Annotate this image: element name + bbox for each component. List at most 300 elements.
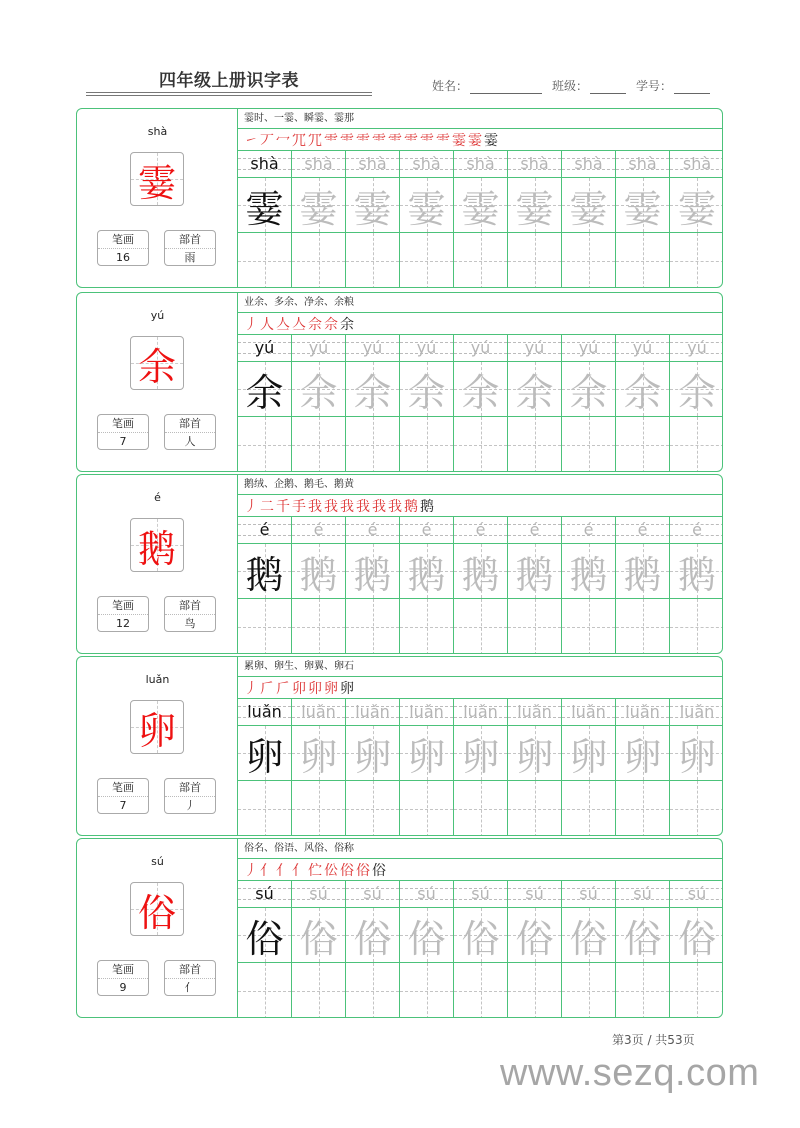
pinyin-trace: é (313, 520, 324, 539)
practice-area (238, 839, 723, 1017)
stroke-step: 我 (324, 498, 338, 515)
pinyin-trace: sú (309, 884, 328, 903)
character-display-box (130, 882, 184, 936)
practice-column (562, 699, 616, 836)
pinyin-cell[interactable] (346, 151, 399, 178)
character-cell[interactable] (562, 362, 615, 417)
character-cell[interactable] (562, 544, 615, 599)
pinyin-trace: é (367, 520, 378, 539)
name-field[interactable] (470, 80, 542, 94)
practice-column (454, 881, 508, 1018)
practice-column (616, 699, 670, 836)
blank-practice-cell[interactable] (238, 963, 291, 1018)
pinyin-trace: luǎn (625, 702, 660, 721)
character-trace: 霎 (461, 186, 500, 231)
pinyin-trace: é (583, 520, 594, 539)
character-cell[interactable] (292, 726, 345, 781)
character-cell[interactable] (238, 544, 291, 599)
stroke-step: 卯 (308, 680, 322, 697)
blank-practice-cell[interactable] (400, 781, 453, 836)
stroke-step: 伀 (324, 862, 338, 879)
character-model: 余 (245, 370, 284, 415)
character-cell[interactable] (292, 178, 345, 233)
character-cell[interactable] (292, 908, 345, 963)
radical-label: 部首 (165, 597, 215, 615)
character-cell[interactable] (292, 544, 345, 599)
stroke-count-value: 16 (116, 251, 130, 264)
pinyin-cell[interactable] (616, 881, 669, 908)
character-model: 卵 (245, 734, 284, 779)
stroke-step: 亼 (292, 316, 306, 333)
character-cell[interactable] (616, 362, 669, 417)
pinyin-cell[interactable] (346, 699, 399, 726)
character-cell[interactable] (562, 178, 615, 233)
character-trace: 余 (461, 370, 500, 415)
stroke-count-box (97, 960, 149, 996)
stroke-step: ⺴ (292, 132, 306, 149)
pinyin-cell[interactable] (346, 517, 399, 544)
character-trace: 卵 (515, 734, 554, 779)
stroke-step: 丿 (244, 498, 258, 515)
pinyin-trace: é (475, 520, 486, 539)
character-trace: 霎 (515, 186, 554, 231)
stroke-step: ⻗ (404, 132, 418, 149)
blank-practice-cell[interactable] (454, 781, 507, 836)
pinyin-cell[interactable] (670, 335, 723, 362)
pinyin-cell[interactable] (454, 151, 507, 178)
character-cell[interactable] (670, 544, 723, 599)
pinyin-cell[interactable] (562, 881, 615, 908)
character-cell[interactable] (670, 908, 723, 963)
radical-value: 亻 (184, 981, 196, 994)
character-cell[interactable] (346, 726, 399, 781)
practice-column (562, 881, 616, 1018)
character-cell[interactable] (292, 362, 345, 417)
pinyin-trace: luǎn (517, 702, 552, 721)
pinyin-cell[interactable] (508, 881, 561, 908)
practice-column (454, 699, 508, 836)
blank-practice-cell[interactable] (616, 233, 669, 288)
character-trace: 霎 (569, 186, 608, 231)
pinyin-cell[interactable] (670, 881, 723, 908)
pinyin-label: yú (150, 309, 165, 322)
pinyin-trace: shà (520, 154, 549, 173)
pinyin-cell[interactable] (292, 151, 345, 178)
pinyin-cell[interactable] (400, 335, 453, 362)
character-cell[interactable] (346, 362, 399, 417)
character-trace: 霎 (353, 186, 392, 231)
blank-practice-cell[interactable] (346, 417, 399, 472)
pinyin-cell[interactable] (292, 517, 345, 544)
pinyin-cell[interactable] (454, 881, 507, 908)
radical-value: 丿 (184, 799, 196, 812)
blank-practice-cell[interactable] (616, 599, 669, 654)
pinyin-cell[interactable] (454, 335, 507, 362)
stroke-count-value: 7 (119, 799, 127, 812)
character-cell[interactable] (400, 544, 453, 599)
stroke-step: 丿 (244, 680, 258, 697)
radical-label: 部首 (165, 231, 215, 249)
stroke-step: 伫 (308, 862, 322, 879)
character-cell[interactable] (616, 178, 669, 233)
pinyin-cell[interactable] (616, 699, 669, 726)
pinyin-cell[interactable] (508, 699, 561, 726)
pinyin-trace: é (529, 520, 540, 539)
practice-column (238, 151, 292, 288)
name-label: 姓名： (432, 79, 469, 93)
blank-practice-cell[interactable] (238, 781, 291, 836)
blank-practice-cell[interactable] (400, 599, 453, 654)
character-cell[interactable] (616, 726, 669, 781)
practice-area (238, 293, 723, 471)
practice-column (562, 151, 616, 288)
character-cell[interactable] (562, 726, 615, 781)
writing-grid (238, 335, 723, 472)
stroke-step: 人 (260, 316, 274, 333)
character-trace: 俗 (353, 916, 392, 961)
stroke-count-box (97, 596, 149, 632)
pinyin-cell[interactable] (670, 699, 723, 726)
character-cell[interactable] (670, 362, 723, 417)
character-cell[interactable] (238, 726, 291, 781)
pinyin-trace: é (637, 520, 648, 539)
pinyin-trace: yú (416, 338, 437, 357)
blank-practice-cell[interactable] (400, 963, 453, 1018)
class-field[interactable] (590, 80, 626, 94)
blank-practice-cell[interactable] (454, 599, 507, 654)
pinyin-cell[interactable] (616, 151, 669, 178)
pinyin-trace: sú (579, 884, 598, 903)
character-cell[interactable] (454, 362, 507, 417)
character-trace: 余 (353, 370, 392, 415)
character-trace: 俗 (461, 916, 500, 961)
pinyin-cell[interactable] (562, 517, 615, 544)
blank-practice-cell[interactable] (670, 417, 723, 472)
stroke-step: ⻗ (324, 132, 338, 149)
practice-column (346, 699, 400, 836)
character-display-box (130, 518, 184, 572)
pinyin-cell[interactable] (508, 517, 561, 544)
blank-practice-cell[interactable] (346, 781, 399, 836)
pinyin-cell[interactable] (292, 335, 345, 362)
stroke-order-row (238, 495, 723, 517)
blank-practice-cell[interactable] (400, 417, 453, 472)
character-cell[interactable] (508, 178, 561, 233)
blank-practice-cell[interactable] (670, 963, 723, 1018)
pinyin-cell[interactable] (238, 517, 291, 544)
practice-column (400, 151, 454, 288)
pinyin-label: shà (147, 125, 168, 138)
practice-column (670, 335, 723, 472)
practice-column (508, 881, 562, 1018)
pinyin-trace: yú (362, 338, 383, 357)
pinyin-cell[interactable] (562, 699, 615, 726)
character-trace: 余 (407, 370, 446, 415)
pinyin-trace: shà (574, 154, 603, 173)
character-cell[interactable] (508, 908, 561, 963)
character-card (76, 656, 723, 836)
stroke-count-box (97, 778, 149, 814)
stroke-step: 千 (276, 498, 290, 515)
pinyin-trace: yú (578, 338, 599, 357)
pinyin-trace: luǎn (301, 702, 336, 721)
blank-practice-cell[interactable] (616, 963, 669, 1018)
character-cell[interactable] (238, 908, 291, 963)
character-trace: 俗 (299, 916, 338, 961)
character-cell[interactable] (400, 178, 453, 233)
practice-column (454, 517, 508, 654)
character-trace: 余 (515, 370, 554, 415)
radical-value: 雨 (184, 251, 196, 264)
blank-practice-cell[interactable] (454, 417, 507, 472)
blank-practice-cell[interactable] (292, 417, 345, 472)
pinyin-trace: sú (417, 884, 436, 903)
blank-practice-cell[interactable] (562, 417, 615, 472)
character-cell[interactable] (508, 544, 561, 599)
stroke-step: 霎 (452, 132, 466, 149)
practice-column (616, 881, 670, 1018)
character-cell[interactable] (400, 908, 453, 963)
stroke-step: 我 (308, 498, 322, 515)
pinyin-cell[interactable] (616, 517, 669, 544)
blank-practice-cell[interactable] (400, 233, 453, 288)
blank-practice-cell[interactable] (292, 781, 345, 836)
pinyin-cell[interactable] (670, 517, 723, 544)
blank-practice-cell[interactable] (346, 963, 399, 1018)
stroke-step: 丆 (260, 132, 274, 149)
stroke-step: 霎 (484, 132, 498, 149)
blank-practice-cell[interactable] (454, 963, 507, 1018)
example-words: 俗名、俗语、风俗、俗称 (238, 839, 723, 859)
radical-box (164, 414, 216, 450)
blank-practice-cell[interactable] (508, 599, 561, 654)
practice-column (238, 517, 292, 654)
blank-practice-cell[interactable] (562, 781, 615, 836)
character-cell[interactable] (616, 544, 669, 599)
character-cell[interactable] (346, 908, 399, 963)
radical-value: 鸟 (184, 617, 196, 630)
stroke-step: 卵 (324, 680, 338, 697)
pinyin-trace: shà (466, 154, 495, 173)
practice-column (400, 335, 454, 472)
blank-practice-cell[interactable] (508, 781, 561, 836)
blank-practice-cell[interactable] (616, 417, 669, 472)
blank-practice-cell[interactable] (562, 963, 615, 1018)
stroke-step: ⻗ (372, 132, 386, 149)
stroke-step: 卯 (292, 680, 306, 697)
pinyin-label: luǎn (145, 673, 170, 686)
pinyin-cell[interactable] (454, 699, 507, 726)
class-label: 班级： (552, 79, 589, 93)
character-cell[interactable] (400, 726, 453, 781)
character-trace: 霎 (677, 186, 716, 231)
character-cell[interactable] (670, 726, 723, 781)
pinyin-cell[interactable] (562, 151, 615, 178)
student-number-field[interactable] (674, 80, 710, 94)
character-trace: 余 (569, 370, 608, 415)
character-info-panel (77, 475, 238, 653)
pinyin-cell[interactable] (454, 517, 507, 544)
stroke-step: ⺴ (308, 132, 322, 149)
pinyin-label: é (154, 491, 161, 504)
stroke-count-box (97, 230, 149, 266)
blank-practice-cell[interactable] (562, 233, 615, 288)
stroke-order-row (238, 313, 723, 335)
writing-grid (238, 151, 723, 288)
pinyin-trace: shà (304, 154, 333, 173)
stroke-count-label: 笔画 (98, 779, 148, 797)
blank-practice-cell[interactable] (670, 781, 723, 836)
blank-practice-cell[interactable] (508, 963, 561, 1018)
pinyin-cell[interactable] (562, 335, 615, 362)
blank-practice-cell[interactable] (670, 599, 723, 654)
character-cell[interactable] (346, 178, 399, 233)
pinyin-cell[interactable] (400, 517, 453, 544)
character-cell[interactable] (562, 908, 615, 963)
practice-column (508, 517, 562, 654)
stroke-count-value: 12 (116, 617, 130, 630)
pinyin-trace: yú (632, 338, 653, 357)
character-cell[interactable] (400, 362, 453, 417)
character-cell[interactable] (616, 908, 669, 963)
blank-practice-cell[interactable] (508, 233, 561, 288)
pinyin-model: yú (254, 338, 275, 357)
character-cell[interactable] (670, 178, 723, 233)
practice-column (346, 335, 400, 472)
pinyin-cell[interactable] (616, 335, 669, 362)
pinyin-cell[interactable] (238, 151, 291, 178)
blank-practice-cell[interactable] (616, 781, 669, 836)
example-words: 业余、多余、净余、余粮 (238, 293, 723, 313)
practice-column (454, 335, 508, 472)
practice-column (238, 881, 292, 1018)
character-cell[interactable] (238, 178, 291, 233)
example-words: 累卵、卵生、卵翼、卵石 (238, 657, 723, 677)
character-trace: 俗 (569, 916, 608, 961)
stroke-step: 俗 (340, 862, 354, 879)
character-cell[interactable] (454, 726, 507, 781)
blank-practice-cell[interactable] (346, 599, 399, 654)
stroke-count-label: 笔画 (98, 597, 148, 615)
stroke-step: 鹅 (420, 498, 434, 515)
blank-practice-cell[interactable] (292, 233, 345, 288)
pinyin-cell[interactable] (508, 335, 561, 362)
practice-column (508, 151, 562, 288)
practice-column (346, 517, 400, 654)
stroke-step: 亻 (276, 862, 290, 879)
character-card (76, 108, 723, 288)
character-trace: 卵 (569, 734, 608, 779)
blank-practice-cell[interactable] (562, 599, 615, 654)
pinyin-cell[interactable] (238, 335, 291, 362)
character-trace: 卵 (461, 734, 500, 779)
stroke-step: 亼 (276, 316, 290, 333)
blank-practice-cell[interactable] (238, 599, 291, 654)
pinyin-cell[interactable] (346, 881, 399, 908)
radical-box (164, 596, 216, 632)
pinyin-trace: sú (633, 884, 652, 903)
pinyin-cell[interactable] (292, 699, 345, 726)
blank-practice-cell[interactable] (292, 599, 345, 654)
pinyin-cell[interactable] (238, 881, 291, 908)
stroke-step: 𠂆 (260, 680, 274, 697)
practice-column (292, 699, 346, 836)
featured-character: 余 (137, 344, 176, 389)
stroke-step: 丿 (244, 862, 258, 879)
pinyin-cell[interactable] (292, 881, 345, 908)
character-cell[interactable] (454, 908, 507, 963)
character-cell[interactable] (508, 726, 561, 781)
blank-practice-cell[interactable] (454, 233, 507, 288)
stroke-step: 我 (388, 498, 402, 515)
stroke-step: ⻗ (388, 132, 402, 149)
practice-column (238, 699, 292, 836)
pinyin-cell[interactable] (400, 881, 453, 908)
example-words: 霎时、一霎、瞬霎、霎那 (238, 109, 723, 129)
stroke-step: 佘 (308, 316, 322, 333)
character-display-box (130, 336, 184, 390)
title-underline-2 (86, 95, 372, 96)
pinyin-trace: é (421, 520, 432, 539)
pinyin-cell[interactable] (400, 699, 453, 726)
practice-column (670, 151, 723, 288)
pinyin-cell[interactable] (670, 151, 723, 178)
stroke-step: ⻗ (340, 132, 354, 149)
practice-column (616, 151, 670, 288)
character-cell[interactable] (454, 544, 507, 599)
pinyin-trace: shà (682, 154, 712, 173)
practice-area (238, 657, 723, 835)
page-number: 第3页 / 共53页 (612, 1033, 695, 1047)
radical-box (164, 778, 216, 814)
pinyin-trace: shà (412, 154, 441, 173)
stroke-count-label: 笔画 (98, 415, 148, 433)
pinyin-trace: shà (628, 154, 657, 173)
blank-practice-cell[interactable] (238, 417, 291, 472)
character-cell[interactable] (508, 362, 561, 417)
practice-column (346, 151, 400, 288)
pinyin-label: sú (151, 855, 164, 868)
practice-area (238, 475, 723, 653)
character-cell[interactable] (454, 178, 507, 233)
pinyin-trace: luǎn (463, 702, 498, 721)
stroke-step: 亻 (292, 862, 306, 879)
character-model: 鹅 (245, 552, 284, 597)
character-trace: 鹅 (407, 552, 446, 597)
pinyin-cell[interactable] (508, 151, 561, 178)
character-trace: 鹅 (623, 552, 662, 597)
blank-practice-cell[interactable] (292, 963, 345, 1018)
blank-practice-cell[interactable] (238, 233, 291, 288)
character-trace: 余 (623, 370, 662, 415)
blank-practice-cell[interactable] (670, 233, 723, 288)
character-trace: 霎 (407, 186, 446, 231)
character-cell[interactable] (346, 544, 399, 599)
pinyin-model: shà (250, 154, 279, 173)
stroke-count-label: 笔画 (98, 231, 148, 249)
character-cell[interactable] (238, 362, 291, 417)
blank-practice-cell[interactable] (346, 233, 399, 288)
featured-character: 卵 (137, 708, 176, 753)
pinyin-cell[interactable] (238, 699, 291, 726)
blank-practice-cell[interactable] (508, 417, 561, 472)
pinyin-cell[interactable] (346, 335, 399, 362)
practice-column (400, 881, 454, 1018)
stroke-step: 霎 (468, 132, 482, 149)
pinyin-trace: sú (471, 884, 490, 903)
character-trace: 鹅 (299, 552, 338, 597)
pinyin-cell[interactable] (400, 151, 453, 178)
